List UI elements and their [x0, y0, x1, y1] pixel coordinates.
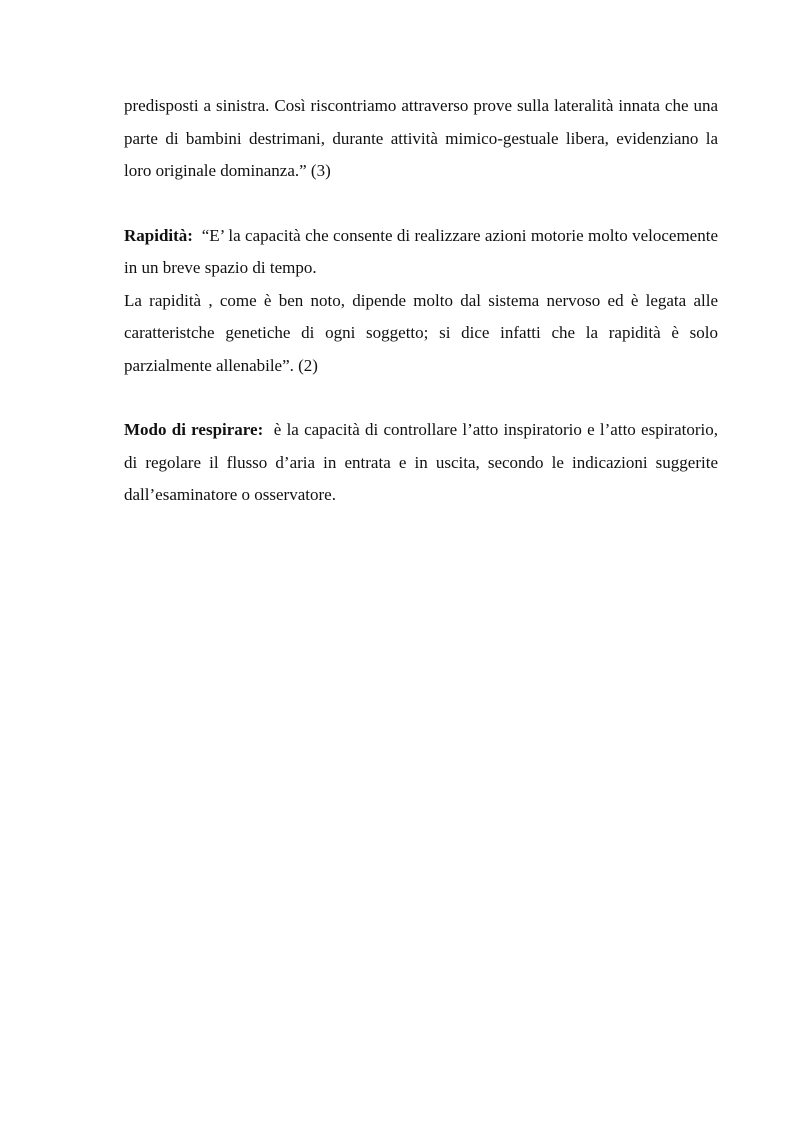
paragraph-rapidita-detail: La rapidità , come è ben noto, dipende molto dal sistema nervoso ed è legata alle caratteristche genetiche di ogni soggetto; si dice infatti che la rapidità è solo parzialmente allenabile”. (2) [124, 290, 718, 375]
modo-di-respirare-definition: è la capacità di controllare l’atto inspiratorio e l’atto espiratorio, di regolare il flusso d’aria in entrata e in uscita, secondo le indicazioni suggerite dall’esaminatore o osservatore. [124, 420, 718, 504]
document-body [124, 90, 718, 512]
paragraph-laterality: predisposti a sinistra. Così riscontriamo attraverso prove sulla lateralità innata che una parte di bambini destrimani, durante attività mimico-gestuale libera, evidenziano la loro originale dominanza.” (3) [124, 96, 718, 180]
term-rapidita: Rapidità: [124, 225, 193, 245]
paragraph-modo-di-respirare [124, 414, 718, 512]
term-modo-di-respirare: Modo di respirare: [124, 420, 264, 439]
paragraph-rapidita [124, 220, 718, 285]
rapidita-definition: “E’ la capacità che consente di realizzare azioni motorie molto velocemente in un breve spazio di tempo. [124, 225, 718, 277]
